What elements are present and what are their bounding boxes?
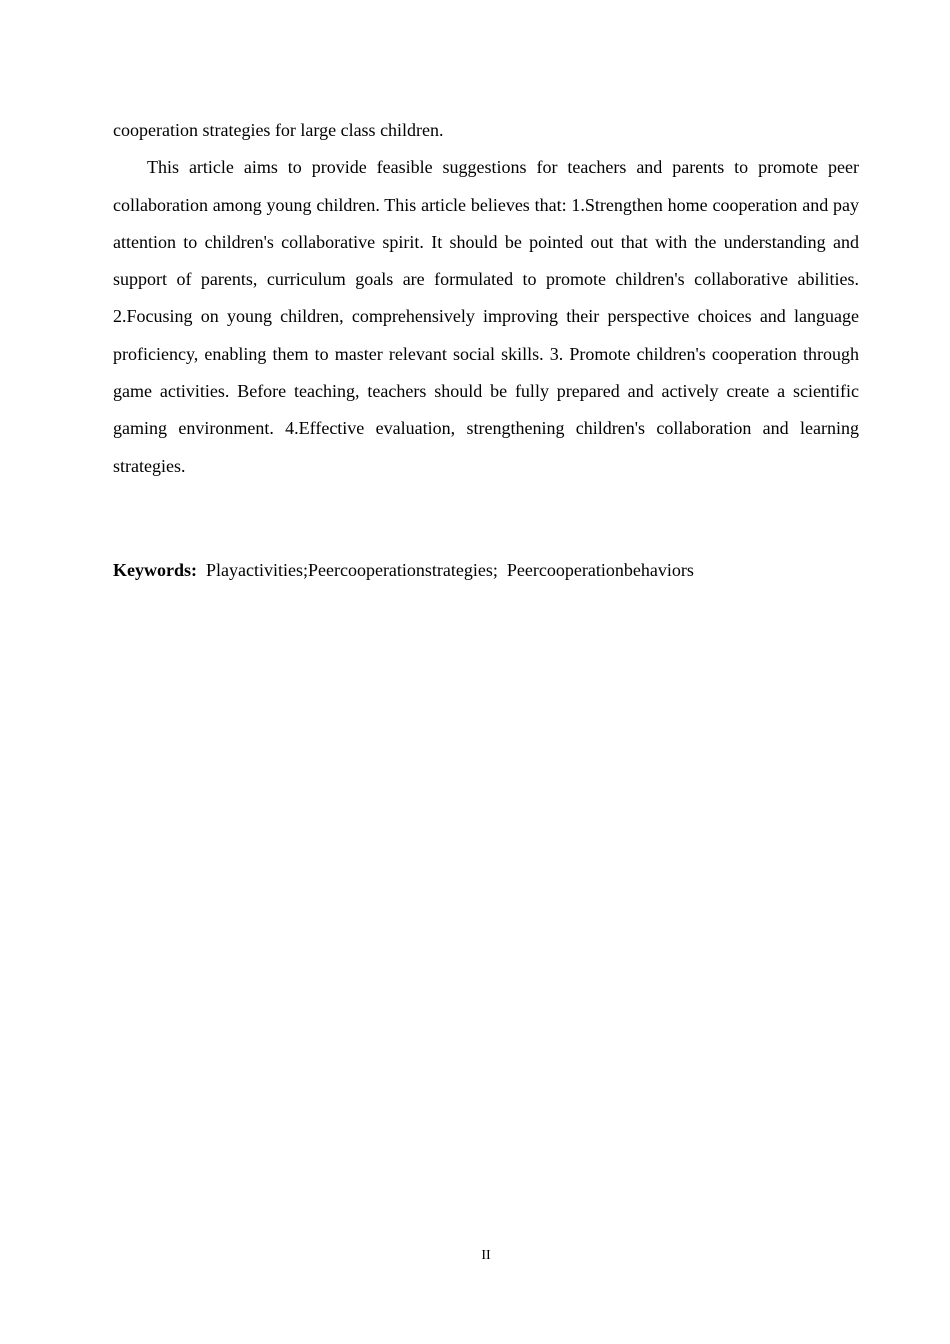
continuation-paragraph: cooperation strategies for large class children. xyxy=(113,120,444,140)
page-number: II xyxy=(481,1248,491,1263)
keywords-label: Keywords: xyxy=(113,560,197,580)
abstract-paragraph: This article aims to provide feasible suggestions for teachers and parents to promote peer collaboration among young children. This article believes that: 1.Strengthen home cooperation and pay attention to children's collaborative spirit. It should be pointed out that with the understanding and support of parents, curriculum goals are formulated to promote children's collaborative abilities. 2.Focusing on young children, comprehensively improving their perspective choices and language proficiency, enabling them to master relevant social skills. 3. Promote children's cooperation through game activities. Before teaching, teachers should be fully prepared and actively create a scientific gaming environment. 4.Effective evaluation, strengthening children's collaboration and learning strategies. xyxy=(113,157,859,476)
keywords-text: Playactivities;Peercooperationstrategies; Peercooperationbehaviors xyxy=(197,560,694,580)
keywords-line xyxy=(113,556,859,584)
abstract-body xyxy=(113,112,859,485)
